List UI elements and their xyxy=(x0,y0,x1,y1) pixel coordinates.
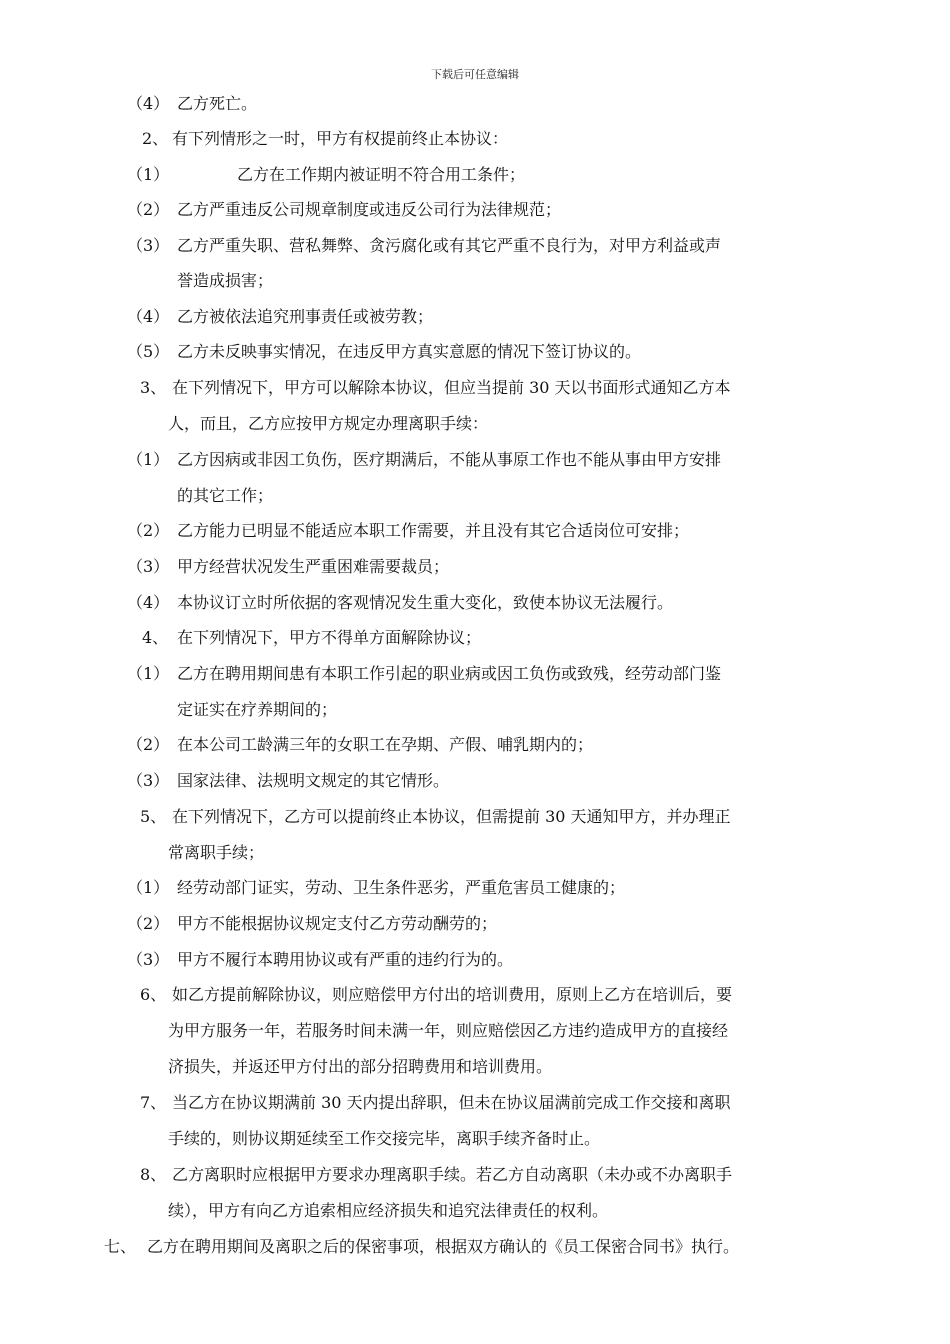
doc-line xyxy=(127,735,594,755)
item-number: （1） xyxy=(127,664,170,683)
section-number: 七、 xyxy=(104,1237,137,1256)
item-number: 2、 xyxy=(142,129,169,148)
line-text: 有下列情形之一时，甲方有权提前终止本协议： xyxy=(172,129,509,148)
line-text: 本协议订立时所依据的客观情况发生重大变化，致使本协议无法履行。 xyxy=(177,593,674,612)
doc-line-continuation xyxy=(168,414,488,434)
line-text: 定证实在疗养期间的； xyxy=(177,700,338,719)
doc-line-continuation xyxy=(177,486,273,506)
line-text: 乙方在聘用期间及离职之后的保密事项，根据双方确认的《员工保密合同书》执行。 xyxy=(147,1237,740,1256)
line-text: 人，而且，乙方应按甲方规定办理离职手续： xyxy=(168,414,489,433)
item-number: （2） xyxy=(127,200,170,219)
item-number: （3） xyxy=(127,771,170,790)
item-number: （2） xyxy=(127,521,170,540)
line-text: 在下列情况下，甲方可以解除本协议，但应当提前 30 天以书面形式通知乙方本 xyxy=(172,378,731,397)
doc-line xyxy=(127,94,258,114)
item-number: （2） xyxy=(127,914,170,933)
item-number: （3） xyxy=(127,557,170,576)
doc-line xyxy=(127,664,722,684)
line-text: 乙方被依法追究刑事责任或被劳教； xyxy=(177,307,434,326)
line-text: 续），甲方有向乙方追索相应经济损失和追究法律责任的权利。 xyxy=(168,1201,609,1220)
doc-line xyxy=(140,1093,731,1113)
item-number: （3） xyxy=(127,236,170,255)
line-text: 乙方离职时应根据甲方要求办理离职手续。若乙方自动离职（未办或不办离职手 xyxy=(172,1165,733,1184)
doc-line-continuation xyxy=(177,700,337,720)
item-number: （4） xyxy=(127,307,170,326)
line-text: 甲方不履行本聘用协议或有严重的违约行为的。 xyxy=(177,950,514,969)
item-number: 4、 xyxy=(142,628,169,647)
doc-line xyxy=(140,1165,733,1185)
doc-line xyxy=(140,807,731,827)
line-text: 乙方严重违反公司规章制度或违反公司行为法律规范； xyxy=(177,200,562,219)
item-number: 7、 xyxy=(140,1093,167,1112)
item-number: （3） xyxy=(127,950,170,969)
item-number: （4） xyxy=(127,593,170,612)
line-text: 乙方在工作期内被证明不符合用工条件； xyxy=(237,165,526,184)
line-text: 乙方因病或非因工负伤，医疗期满后，不能从事原工作也不能从事由甲方安排 xyxy=(177,450,722,469)
doc-line xyxy=(140,985,733,1005)
line-text: 的其它工作； xyxy=(177,486,274,505)
doc-line xyxy=(127,950,514,970)
doc-line-continuation xyxy=(168,1129,600,1149)
line-text: 在下列情况下，甲方不得单方面解除协议； xyxy=(177,628,482,647)
line-text: 手续的，则协议期延续至工作交接完毕，离职手续齐备时止。 xyxy=(168,1129,601,1148)
doc-line xyxy=(127,771,450,791)
doc-line xyxy=(127,307,434,327)
doc-line xyxy=(127,878,626,898)
doc-line-continuation xyxy=(168,1057,552,1077)
line-text: 乙方在聘用期间患有本职工作引起的职业病或因工负伤或致残，经劳动部门鉴 xyxy=(177,664,722,683)
doc-line xyxy=(142,129,509,149)
doc-line-continuation xyxy=(168,1201,608,1221)
item-number: 3、 xyxy=(140,378,167,397)
doc-line xyxy=(127,165,526,185)
item-number: （4） xyxy=(127,94,170,113)
line-text: 为甲方服务一年，若服务时间未满一年，则应赔偿因乙方违约造成甲方的直接经 xyxy=(168,1021,729,1040)
item-number: 8、 xyxy=(140,1165,167,1184)
line-text: 甲方经营状况发生严重困难需要裁员； xyxy=(177,557,450,576)
line-text: 乙方未反映事实情况，在违反甲方真实意愿的情况下签订协议的。 xyxy=(177,342,642,361)
doc-line xyxy=(127,200,562,220)
item-number: （1） xyxy=(127,450,170,469)
item-number: 6、 xyxy=(140,985,167,1004)
line-text: 乙方死亡。 xyxy=(177,94,258,113)
doc-line-continuation xyxy=(168,843,264,863)
doc-line xyxy=(140,378,731,398)
line-text: 甲方不能根据协议规定支付乙方劳动酬劳的； xyxy=(177,914,498,933)
line-text: 如乙方提前解除协议，则应赔偿甲方付出的培训费用，原则上乙方在培训后，要 xyxy=(172,985,733,1004)
doc-line xyxy=(127,521,690,541)
item-number: （5） xyxy=(127,342,170,361)
doc-line xyxy=(127,236,722,256)
line-text: 当乙方在协议期满前 30 天内提出辞职，但未在协议届满前完成工作交接和离职 xyxy=(172,1093,731,1112)
item-number: （2） xyxy=(127,735,170,754)
line-text: 常离职手续； xyxy=(168,843,265,862)
line-text: 济损失，并返还甲方付出的部分招聘费用和培训费用。 xyxy=(168,1057,553,1076)
item-number: 5、 xyxy=(140,807,167,826)
doc-line xyxy=(127,342,642,362)
line-text: 在本公司工龄满三年的女职工在孕期、产假、哺乳期内的； xyxy=(177,735,594,754)
line-text: 经劳动部门证实，劳动、卫生条件恶劣，严重危害员工健康的； xyxy=(177,878,626,897)
item-number: （1） xyxy=(127,165,170,184)
line-text: 誉造成损害； xyxy=(177,271,274,290)
doc-line-continuation xyxy=(177,271,273,291)
line-text: 乙方能力已明显不能适应本职工作需要，并且没有其它合适岗位可安排； xyxy=(177,521,690,540)
doc-line xyxy=(127,914,498,934)
doc-line xyxy=(142,628,482,648)
doc-line xyxy=(127,593,674,613)
doc-line-continuation xyxy=(168,1021,728,1041)
doc-line xyxy=(104,1237,740,1257)
page-header: 下载后可任意编辑 xyxy=(431,68,519,81)
line-text: 在下列情况下，乙方可以提前终止本协议，但需提前 30 天通知甲方，并办理正 xyxy=(172,807,731,826)
item-number: （1） xyxy=(127,878,170,897)
line-text: 乙方严重失职、营私舞弊、贪污腐化或有其它严重不良行为，对甲方利益或声 xyxy=(177,236,722,255)
doc-line xyxy=(127,450,722,470)
doc-line xyxy=(127,557,450,577)
line-text: 国家法律、法规明文规定的其它情形。 xyxy=(177,771,450,790)
